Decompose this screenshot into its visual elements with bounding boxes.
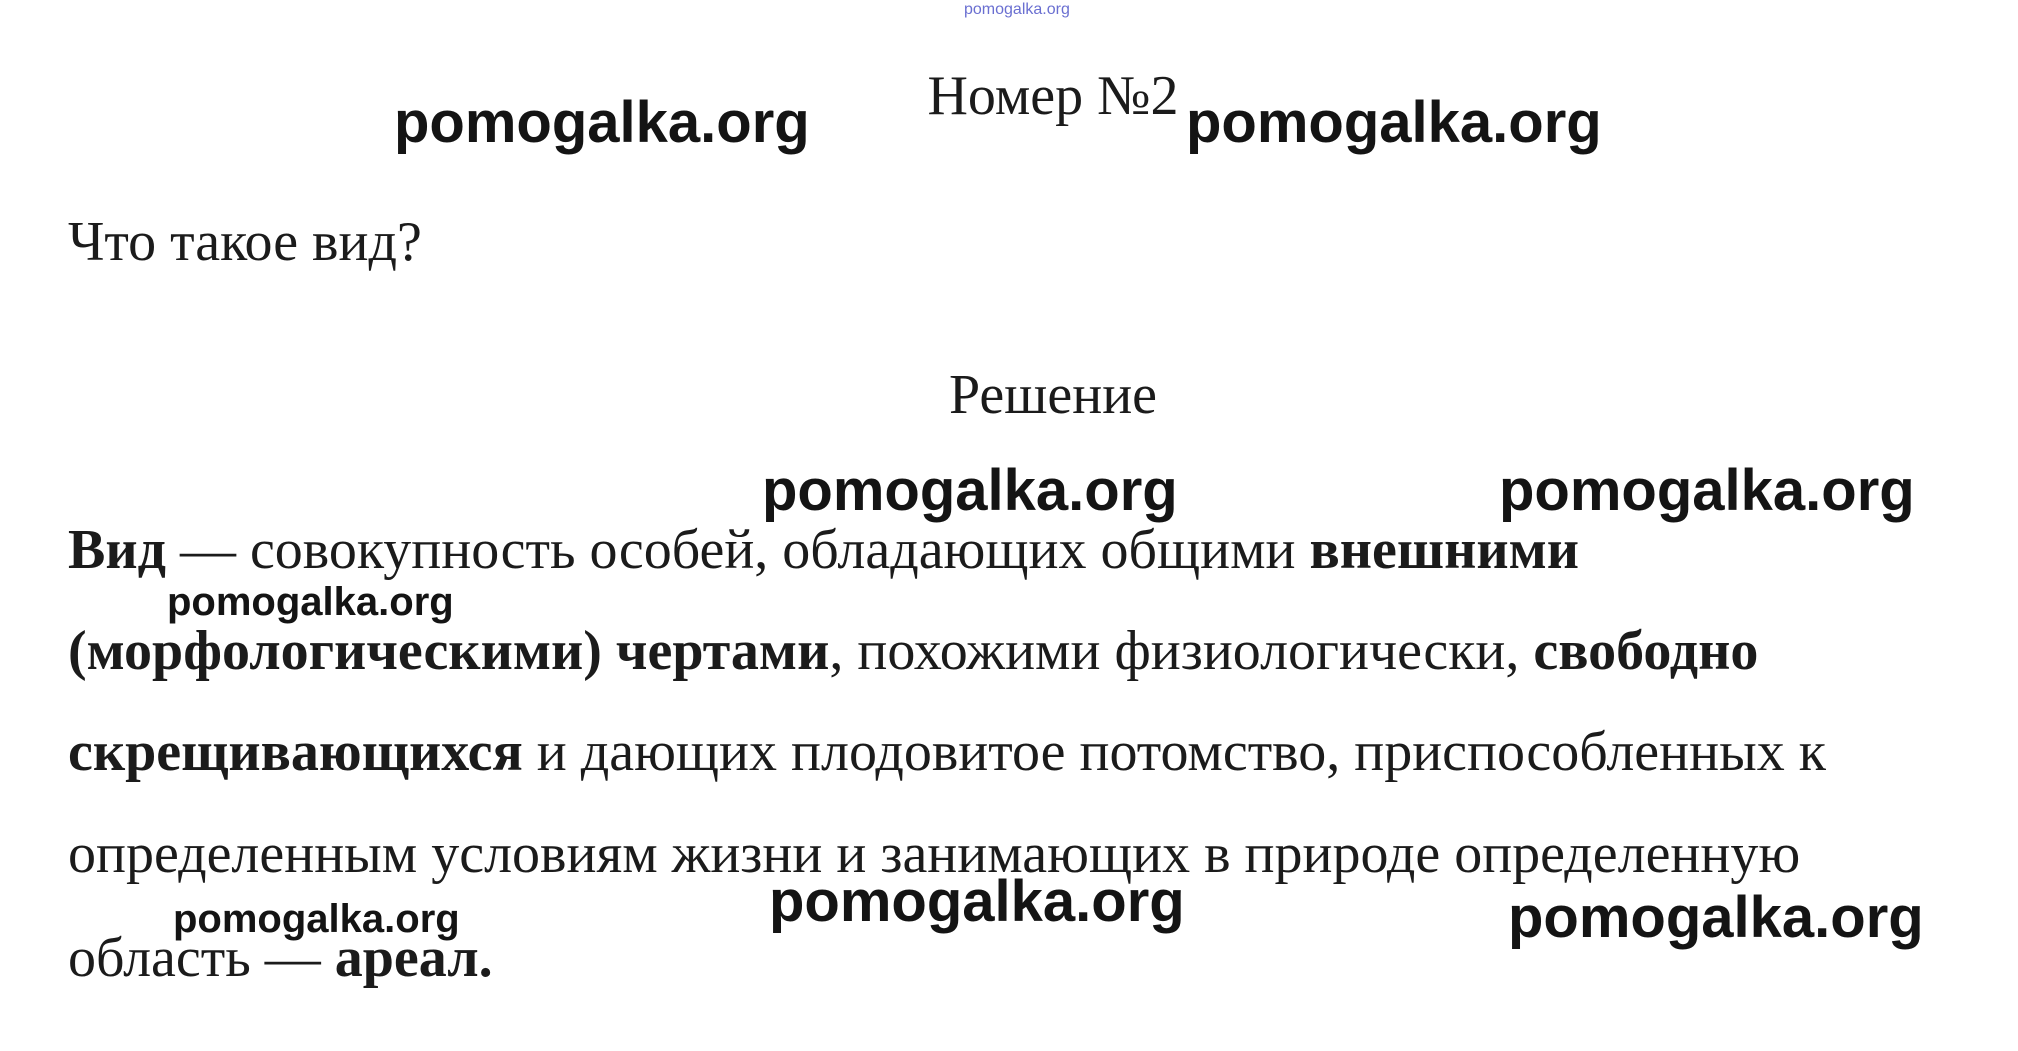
watermark: pomogalka.org bbox=[1186, 90, 1602, 155]
watermark: pomogalka.org bbox=[769, 869, 1185, 934]
answer-line bbox=[68, 717, 1826, 787]
answer-text: , похожими физиологически, bbox=[829, 620, 1534, 682]
watermark: pomogalka.org bbox=[167, 580, 454, 624]
solution-heading: Решение bbox=[948, 364, 1158, 426]
answer-emphasis: свободно bbox=[1533, 620, 1759, 682]
question-text: Что такое вид? bbox=[68, 211, 422, 273]
watermark: pomogalka.org bbox=[1508, 885, 1924, 950]
answer-text: область — bbox=[68, 927, 335, 989]
answer-emphasis: (морфологическими) чертами bbox=[68, 620, 830, 682]
answer-line bbox=[68, 616, 1758, 686]
answer-emphasis: скрещивающихся bbox=[68, 721, 523, 783]
answer-emphasis: ареал. bbox=[334, 927, 493, 989]
page-title: Номер №2 bbox=[927, 65, 1179, 127]
answer-text: определенным условиям жизни и занимающих в природе определенную bbox=[68, 823, 1801, 885]
site-stamp: pomogalka.org bbox=[964, 1, 1070, 18]
answer-text: и дающих плодовитое потомство, приспособленных к bbox=[522, 721, 1826, 783]
watermark: pomogalka.org bbox=[762, 458, 1178, 523]
answer-term: Вид bbox=[68, 519, 166, 581]
answer-emphasis: внешними bbox=[1309, 519, 1580, 581]
watermark: pomogalka.org bbox=[173, 897, 460, 941]
answer-text: — совокупность особей, обладающих общими bbox=[165, 519, 1310, 581]
watermark: pomogalka.org bbox=[1499, 458, 1915, 523]
watermark: pomogalka.org bbox=[394, 90, 810, 155]
